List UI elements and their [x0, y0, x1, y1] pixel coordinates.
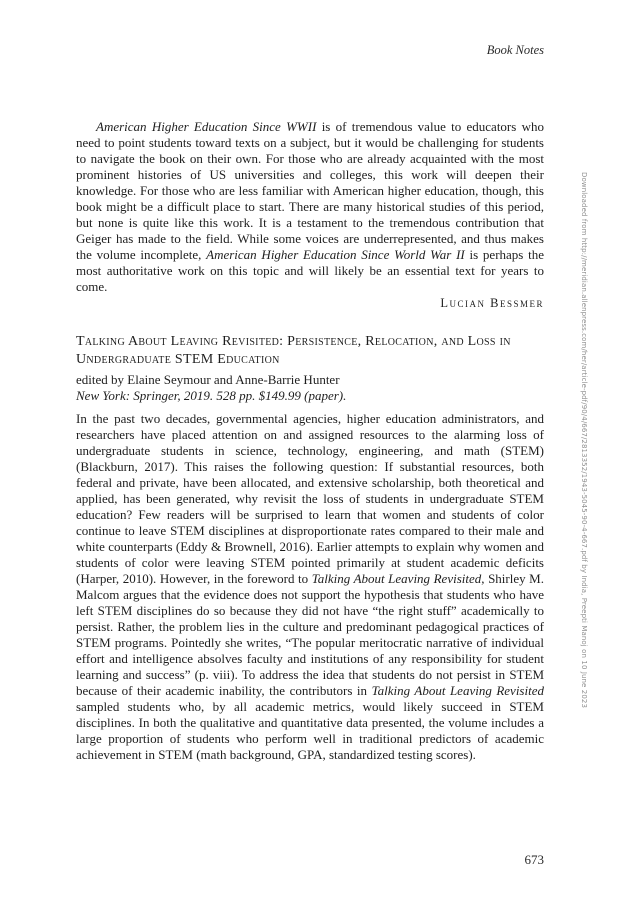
- book-review-title: Talking About Leaving Revisited: Persistence, Relocation, and Loss in Undergraduate STEM Education: [76, 334, 511, 367]
- download-watermark: Downloaded from http://meridian.allenpress.com/her/article-pdf/90/4/667/2813352/1943-5045-90-4-667.pdf by India, Preepti Manoj on 10 June 2023: [580, 171, 588, 709]
- text-column: [76, 119, 544, 763]
- review-body-paragraph: In the past two decades, governmental agencies, higher education administrators, and researchers have placed attention on and assigned resources to the alarming loss of undergraduate students in science, technology, engineering, and math (STEM) (Blackburn, 2017). This raises the following question: If substantial resources, both federal and private, have been allocated, and extensive scholarship, both theoretical and applied, has been generated, why revisit the loss of students in undergraduate STEM education? Few readers will be surprised to learn that women and students of color continue to leave STEM disciplines at disproportionate rates compared to their male and white counterparts (Eddy & Brownell, 2016). Earlier attempts to explain why women and students of color were leaving STEM pointed primarily at student academic deficits (Harper, 2010). However, in the foreword to Talking About Leaving Revisited, Shirley M. Malcom argues that the evidence does not support the hypothesis that students who have left STEM disciplines do so because they did not have “the right stuff” academically to persist. Rather, the problem lies in the culture and predominant pedagogical practices of STEM programs. Pointedly she writes, “The popular meritocratic narrative of individual effort and intelligence absolves faculty and institutions of any responsibility for student learning and success” (p. viii). To address the idea that students do not persist in STEM because of their academic inability, the contributors in Talking About Leaving Revisited sampled students who, by all academic metrics, would likely succeed in STEM disciplines. In both the qualitative and quantitative data presented, the volume includes a large proportion of students who perform well in traditional predictors of academic achievement in STEM (math background, GPA, standardized testing scores).: [76, 411, 544, 762]
- reviewer-signature: Lucian Bessmer: [440, 296, 544, 310]
- book-editors-line: edited by Elaine Seymour and Anne-Barrie Hunter: [76, 372, 340, 387]
- book-publication-line: New York: Springer, 2019. 528 pp. $149.99 (paper).: [76, 388, 347, 403]
- page-number: 673: [524, 852, 544, 867]
- running-header: Book Notes: [486, 43, 544, 57]
- previous-review-paragraph: American Higher Education Since WWII is of tremendous value to educators who need to point students toward texts on a subject, but it would be challenging for students to navigate the book on their own. For those who are already acquainted with the most prominent histories of US universities and colleges, this work will deepen their knowledge. For those who are less familiar with American higher education, though, this book might be a difficult place to start. There are many historical studies of this period, but none is quite like this work. It is a testament to the tremendous contribution that Geiger has made to the field. While some voices are underrepresented, and thus makes the volume incomplete, American Higher Education Since World War II is perhaps the most authoritative work on this topic and will likely be an essential text for years to come.: [76, 119, 544, 294]
